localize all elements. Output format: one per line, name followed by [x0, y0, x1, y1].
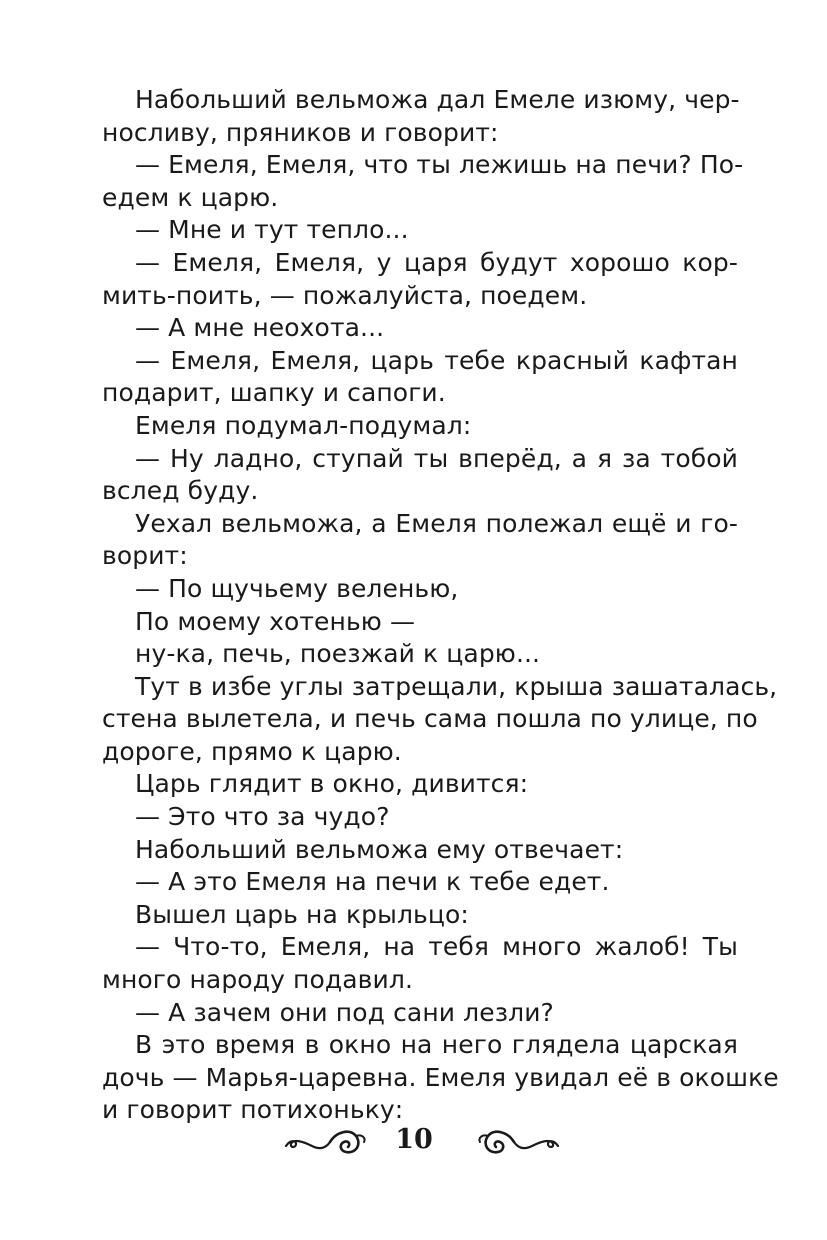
text-line: — Что-то, Емеля, на тебя много жалоб! Ты	[135, 932, 738, 962]
text-line: Уехал вельможа, а Емеля полежал ещё и го-	[135, 508, 738, 538]
text-line: Вышел царь на крыльцо:	[135, 899, 469, 929]
text-line: носливу, пряников и говорит:	[102, 117, 499, 147]
text-line: — Мне и тут тепло...	[135, 215, 409, 245]
page-number: 10	[395, 1124, 433, 1155]
text-line: — А зачем они под сани лезли?	[135, 997, 554, 1027]
page-footer	[0, 1112, 827, 1168]
text-line: — По щучьему веленью,	[135, 573, 459, 603]
text-line: Набольший вельможа ему отвечает:	[135, 834, 624, 864]
text-line: ну-ка, печь, поезжай к царю...	[135, 639, 541, 669]
text-line: едем к царю.	[102, 182, 279, 212]
text-line: Емеля подумал-подумал:	[135, 410, 472, 440]
text-line: — А это Емеля на печи к тебе едет.	[135, 867, 610, 897]
text-line: дороге, прямо к царю.	[102, 736, 402, 766]
page-text	[102, 84, 779, 1127]
text-line: и говорит потихоньку:	[102, 1095, 404, 1125]
text-line: — Это что за чудо?	[135, 802, 390, 832]
text-line: Набольший вельможа дал Емеле изюму, чер-	[135, 85, 740, 114]
text-line: — Ну ладно, ступай ты вперёд, а я за тобой	[135, 443, 738, 473]
text-line: стена вылетела, и печь сама пошла по улице, по	[102, 704, 758, 734]
text-line: много народу подавил.	[102, 965, 413, 995]
text-line: — А мне неохота...	[135, 313, 385, 343]
text-line: По моему хотенью —	[135, 606, 416, 636]
text-line: — Емеля, Емеля, у царя будут хорошо кор-	[135, 247, 738, 277]
text-line: — Емеля, Емеля, царь тебе красный кафтан	[135, 345, 738, 375]
text-line: ворит:	[102, 541, 188, 571]
text-line: В это время в окно на него глядела царская	[135, 1030, 738, 1060]
swirl-ornament-right-icon	[472, 1122, 562, 1158]
swirl-ornament-left-icon	[282, 1122, 372, 1158]
text-line: вслед буду.	[102, 476, 259, 506]
text-line: — Емеля, Емеля, что ты лежишь на печи? По-	[135, 150, 744, 180]
text-line: подарит, шапку и сапоги.	[102, 378, 446, 408]
text-line: Тут в избе углы затрещали, крыша зашаталась,	[135, 671, 778, 701]
text-line: дочь — Марья-царевна. Емеля увидал её в окошке	[102, 1062, 779, 1092]
text-line: Царь глядит в окно, дивится:	[135, 769, 529, 799]
text-line: мить-поить, — пожалуйста, поедем.	[102, 280, 588, 310]
